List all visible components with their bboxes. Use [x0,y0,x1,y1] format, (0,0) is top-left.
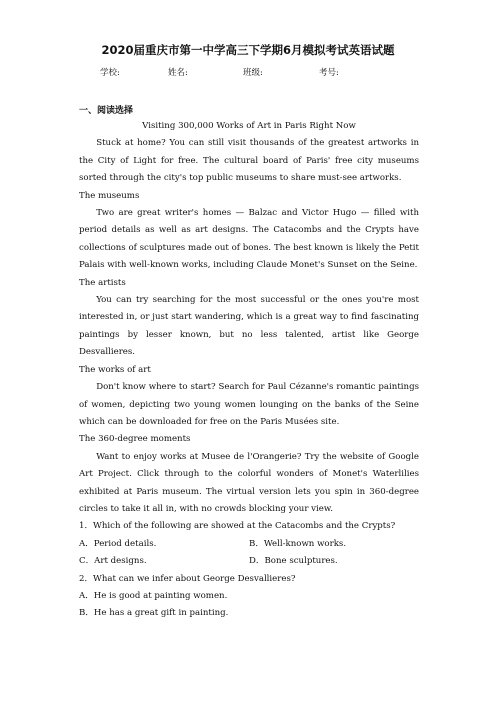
paragraph-works: Don't know where to start? Search for Paul Cézanne's romantic paintings of women, depicting two young women lounging on the banks of the Seine which can be downloaded for free on the Paris Musées site. [79,382,419,427]
class-field: 班级: [243,68,263,78]
question-2-stem: 2．What can we infer about George Desvallieres? [79,573,296,584]
article-title: Visiting 300,000 Works of Art in Paris Right Now [142,121,356,131]
article-intro: Stuck at home? You can still visit thousands of the greatest artworks in the City of Light for free. The cultural board of Paris' free city museums sorted through the city's top public museums to share must-see artworks. [79,138,419,184]
question-1-option-d[interactable]: D．Bone sculptures. [249,556,338,567]
question-1-stem: 1．Which of the following are showed at the Catacombs and the Crypts? [79,521,396,532]
section-heading: 一、阅读选择 [79,106,134,116]
question-1-option-c[interactable]: C．Art designs. [79,556,147,567]
paragraph-artists: You can try searching for the most successful or the ones you're most interested in, or just start wandering, which is a great way to find fascinating paintings by lesser known, but no less talented, artist like George Desvallieres. [79,295,419,358]
student-info-row [100,66,400,78]
exam-number-field: 考号: [319,68,339,78]
paragraph-360: Want to enjoy works at Musee de l'Orangerie? Try the website of Google Art Project. Click through to the colorful wonders of Monet's Waterlilies exhibited at Paris museum. The virtual version lets you spin in 360-degree circles to take it all in, with no crowds blocking your view. [79,451,419,514]
subheading-360: The 360-degree moments [79,434,191,445]
question-2-option-b[interactable]: B．He has a great gift in painting. [79,608,229,619]
exam-title: 2020届重庆市第一中学高三下学期6月模拟考试英语试题 [101,43,395,57]
question-1-option-b[interactable]: B．Well-known works. [249,538,347,549]
question-1-options-row-1 [79,536,419,553]
name-field: 姓名: [168,68,188,78]
question-1-option-a[interactable]: A．Period details. [79,538,157,549]
question-2-option-a[interactable]: A．He is good at painting women. [79,590,228,601]
reading-passage [79,118,419,623]
school-field: 学校: [100,68,120,78]
subheading-works: The works of art [79,364,151,375]
paragraph-museums: Two are great writer's homes — Balzac and Victor Hugo — filled with period details as well as art designs. The Catacombs and the Crypts have collections of sculptures made out of bones. The best known is likely the Petit Palais with well-known works, including Claude Monet's Sunset on the Seine. [79,208,419,271]
subheading-artists: The artists [79,277,126,288]
question-1-options-row-2 [79,553,419,570]
subheading-museums: The museums [79,190,140,201]
